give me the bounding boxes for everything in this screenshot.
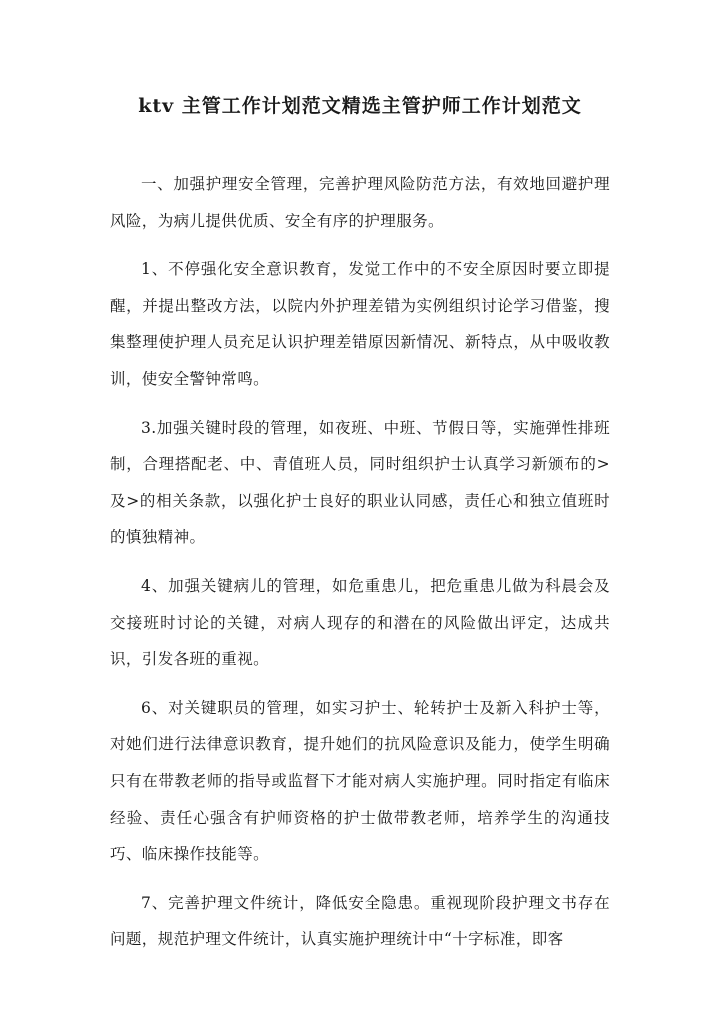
paragraph-item-6: 6、对关键职员的管理，如实习护士、轮转护士及新入科护士等，对她们进行法律意识教育，提升她们的抗风险意识及能力，使学生明确只有在带教老师的指导或监督下才能对病人实施护理。同时指定有临床经验、责任心强含有护师资格的护士做带教老师，培养学生的沟通技巧、临床操作技能等。 [110, 698, 610, 864]
document-title: ktv 主管工作计划范文精选主管护师工作计划范文 [138, 95, 582, 117]
paragraph-item-3: 3.加强关键时段的管理，如夜班、中班、节假日等，实施弹性排班制，合理搭配老、中、青值班人员，同时组织护士认真学习新颁布的>及>的相关条款，以强化护士良好的职业认同感，责任心和独立值班时的慎独精神。 [110, 418, 610, 547]
document-body [110, 166, 610, 970]
paragraph-item-7: 7、完善护理文件统计，降低安全隐患。重视现阶段护理文书存在问题，规范护理文件统计，认真实施护理统计中“十字标准，即客 [110, 893, 610, 949]
paragraph-item-4: 4、加强关键病儿的管理，如危重患儿，把危重患儿做为科晨会及交接班时讨论的关键，对病人现存的和潜在的风险做出评定，达成共识，引发各班的重视。 [110, 576, 610, 669]
paragraph-item-1: 1、不停强化安全意识教育，发觉工作中的不安全原因时要立即提醒，并提出整改方法，以院内外护理差错为实例组织讨论学习借鉴，搜集整理使护理人员充足认识护理差错原因新情况、新特点，从中吸收教训，使安全警钟常鸣。 [110, 260, 610, 388]
paragraph-safety-management: 一、加强护理安全管理，完善护理风险防范方法，有效地回避护理风险，为病儿提供优质、安全有序的护理服务。 [110, 175, 610, 230]
